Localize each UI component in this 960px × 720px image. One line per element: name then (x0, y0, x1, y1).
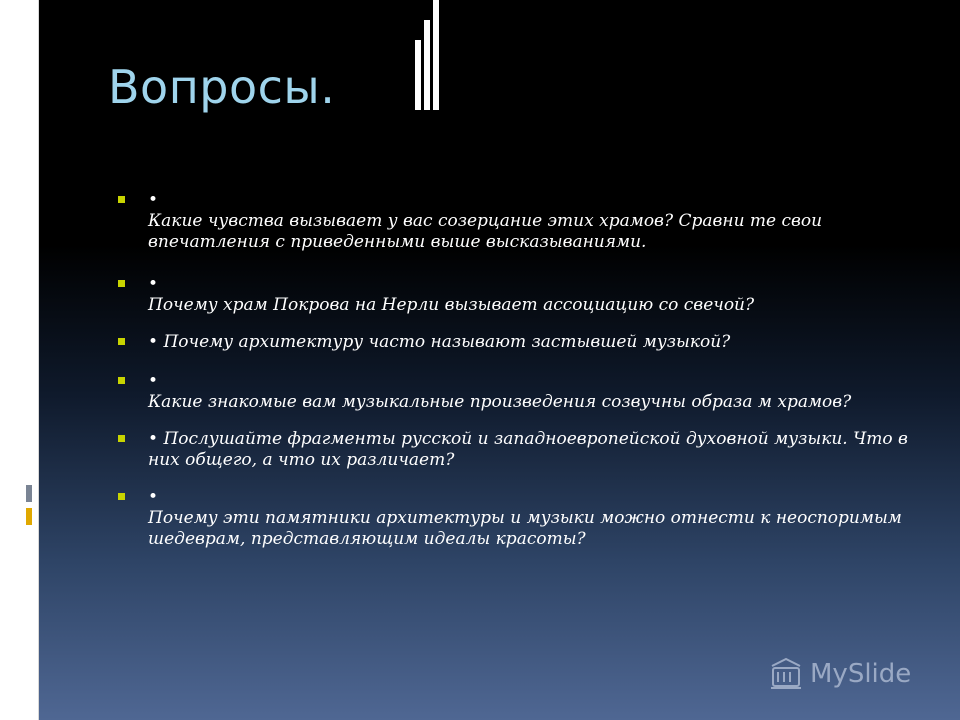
watermark (768, 654, 911, 694)
slide-title: Вопросы. (108, 60, 336, 114)
question-text: Какие знакомые вам музыкальные произведения созвучны образа м храмов? (148, 392, 852, 412)
bullet-marker (118, 377, 125, 384)
divider-line (38, 0, 39, 720)
bullet-dot: • (148, 371, 159, 391)
bullet-marker (118, 338, 125, 345)
list-item (108, 332, 908, 353)
bullet-dot: • (148, 190, 159, 210)
list-item (108, 190, 908, 253)
decorative-bars (415, 0, 439, 110)
bullet-marker (118, 196, 125, 203)
question-text: Почему храм Покрова на Нерли вызывает ассоциацию со свечой? (148, 295, 755, 315)
question-text: Почему эти памятники архитектуры и музыки можно отнести к неоспоримым шедеврам, представляющим идеалы красоты? (148, 508, 902, 549)
list-item (108, 371, 908, 413)
list-item (108, 429, 908, 471)
question-list (108, 190, 908, 550)
bullet-marker (118, 493, 125, 500)
question-text: Какие чувства вызывает у вас созерцание этих храмов? Сравни те свои впечатления с приведенными выше высказываниями. (148, 211, 823, 252)
list-item (108, 487, 908, 550)
accent-mark-yellow (26, 508, 32, 525)
myslide-logo-icon (768, 656, 804, 692)
bullet-dot: • (148, 487, 159, 507)
question-text: Почему архитектуру часто называют застывшей музыкой? (163, 332, 731, 352)
bullet-dot: • (148, 332, 159, 352)
accent-mark-gray (26, 485, 32, 502)
bullet-dot: • (148, 429, 159, 449)
watermark-brand: MySlide (810, 659, 912, 689)
bullet-dot: • (148, 274, 159, 294)
left-sidebar-strip (0, 0, 38, 720)
bullet-marker (118, 435, 125, 442)
question-text: Послушайте фрагменты русской и западноевропейской духовной музыки. Что в них общего, а что их различает? (148, 429, 908, 470)
list-item (108, 274, 908, 316)
bullet-marker (118, 280, 125, 287)
